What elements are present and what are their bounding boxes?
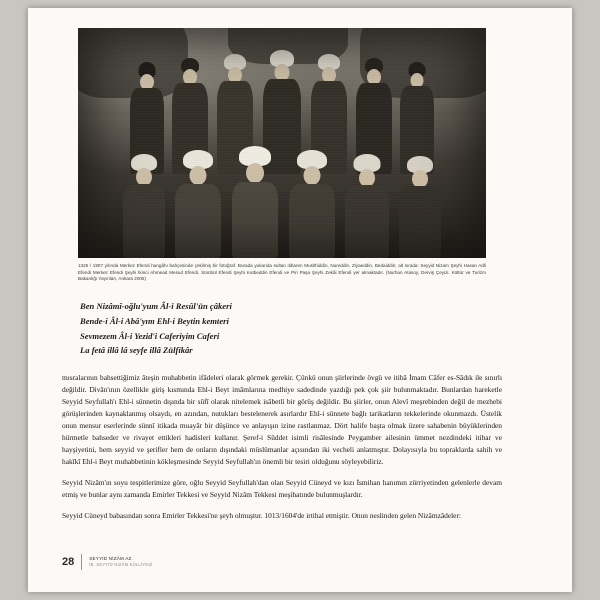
paragraph: mısralarının bahsettiğimiz âteşin muhabbetin ifâdeleri olarak görmek gerekir. Çünkü onun şiirlerinde övgü ve itibâ İmam Câfer es-Sâdık ile sınırlı değildir. Divân'ının özellikle giriş kısmında Ehl-i Beyt imâmlarına medhiye sadedinde yazdığı pek çok şiir bulunmaktadır. Bunlardan hareketle Seyyid Seyfullah'ı Ehl-i sünnetin dışında bir sûfî olarak nitelemek isâbetli bir görüş değildir. Bu şiirler, onun Alevî meşrebinden değil de mezhebi görüşlerinden kaynaklanmış olsaydı, en azından, nutukları bestelenerek asırlardır Ehl-i sünnete bağlı tarikatların tekkelerinde okunmazdı. Üstelik onun mensur eserlerinde sünnî itikada muayâr bir düşünce ve anlayışın izine rastlanmaz. Dört halife başta olmak üzere sahabenin büyüklerinden hürmetle bahseder ve rivayet ettikleri hadisleri kullanır. Şeref-i Sûddet isimli risâlesinde Peygamber ailesinin ümmet nezdindeki itibar ve hayşiyetini, hem seyyid ve şerifler hem de onların dışındaki müslümanlar açısından iki vecheli anlatmıştır. Dolayısıyla bu topraklarda sahih ve hakîkî Ehl-i Beyt muhabbetinin kökleşmesinde Seyyid Seyfullah'ın önemli bir tesiri olduğunu söyleyebiliriz. [62, 373, 502, 466]
face-with-beard [246, 163, 264, 183]
book-page [28, 8, 572, 592]
photo-figure-seated [395, 154, 445, 258]
robe [399, 186, 441, 258]
page-content [62, 28, 502, 531]
photo-front-row [78, 146, 486, 258]
photo-figure-seated [171, 150, 225, 258]
page-footer [62, 554, 153, 570]
figure-caption: 1325 / 1907 yılında Merkez Efendi hangâhı bahçesinde çekilmiş bir fotoğraf. Burada yukarıda sultan itibaren Muslïhiddin, Nureddin, Ziyaeddin, Bedaiddin; alt sırada: Seyyid Nizam Şeyhi Hasan Adli Efendi Merkez Efendi Şeyhi İkinci Ahmead Mesud Efendi, Sümbül Efendi Şeyhi Kutbeddin Efendi ve Piri Paşa Şeyhi Zekâi Efendi yer almaktadır. (Nurhan Atasoy, Derviş Çeyizi. Kültür ve Turizm Bakanlığı Yayınları, Ankara 2005) [78, 263, 486, 282]
face-with-beard [190, 166, 207, 185]
poem-line: Sevmezem Âl-i Yezid'i Caferiyim Caferi [80, 330, 220, 341]
poem-line: Bende-i Âl-i Abâ'yım Ehl-i Beytin kemteri [80, 315, 229, 326]
paragraph: Seyyid Nizâm'ın soyu tespitlerimize göre, oğlu Seyyid Seyfullah'dan olan Seyyid Cüneyd ve kızı İsmihan hanımın zürriyetinden gelenlerle devam etmiş ve bunlar aynı zamanda Emirler Tekkesi ve Seyyid Nizâm Tekkesi meşihatınde bulunmuşlardır. [62, 477, 502, 499]
robe [175, 184, 221, 258]
poem-block [62, 299, 502, 358]
photo-figure-seated [119, 152, 169, 258]
figure [78, 28, 486, 283]
body-text [62, 372, 502, 522]
photo-figure-seated [227, 146, 283, 258]
footer-line-1: SEYYİD NİZÂM AZ. [89, 556, 134, 562]
robe [289, 184, 335, 258]
photo-figure-seated [341, 152, 393, 258]
photo-figure-seated [285, 150, 339, 258]
historical-photograph [78, 28, 486, 258]
footer-divider [81, 554, 82, 570]
footer-text [89, 556, 152, 568]
robe [345, 185, 389, 258]
robe [232, 182, 278, 258]
poem-line: Ben Nizâmî-oğlu'yum Âl-i Resûl'ün çâkeri [80, 300, 232, 311]
paragraph: Seyyid Cüneyd babasından sonra Emirler Tekkesi'ne şeyh olmuştur. 1013/1604'de irtihal etmiştir. Onun neslinden gelen Nizâmzâdeler: [62, 510, 461, 520]
page-number: 28 [62, 556, 75, 568]
face-with-beard [304, 166, 321, 185]
poem-line: La fetâ illâ lâ seyfe illâ Zülfikâr [80, 345, 193, 356]
robe [123, 184, 165, 258]
footer-line-2: İB. SEYYİD NİZÂM KÜLLİYESİ [89, 562, 153, 568]
